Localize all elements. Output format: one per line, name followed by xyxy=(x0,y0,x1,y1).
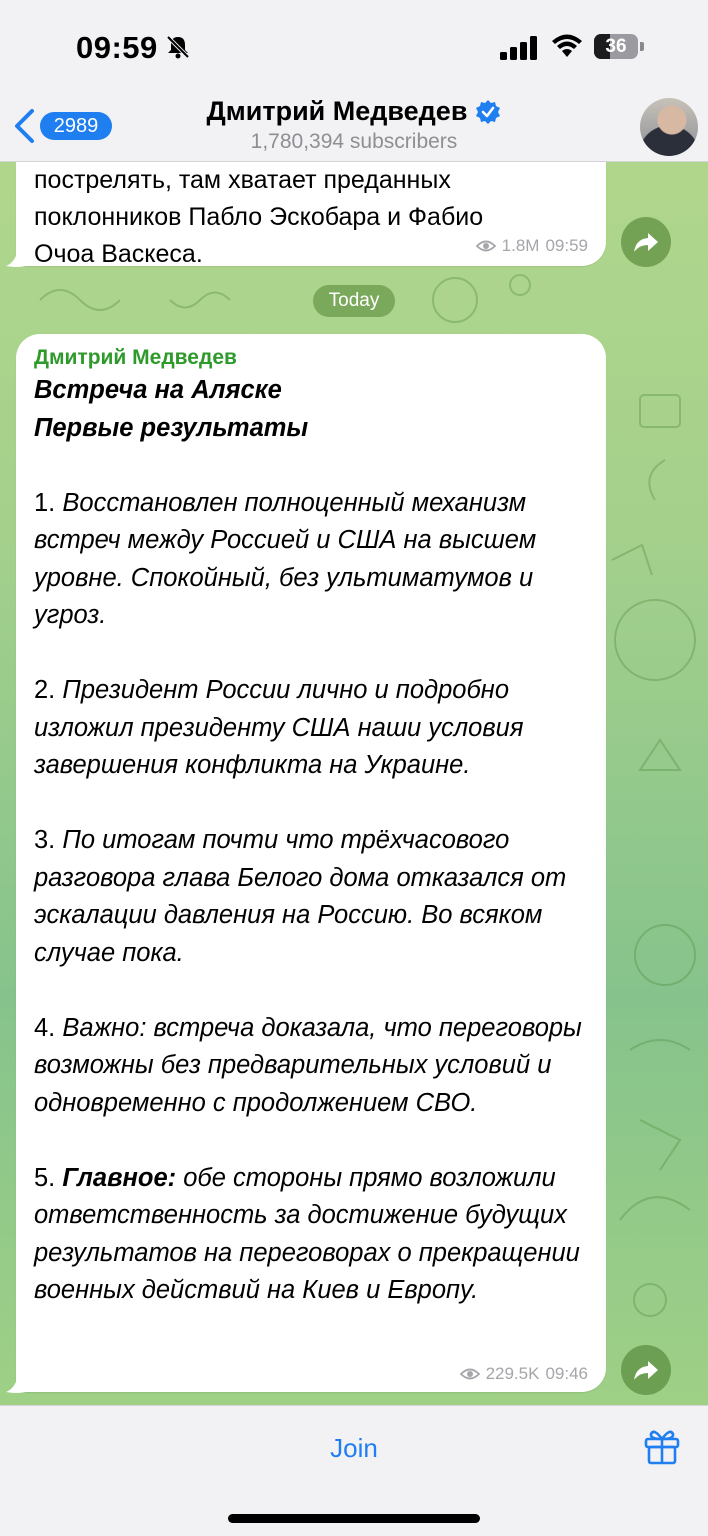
wifi-icon xyxy=(551,33,583,59)
share-icon xyxy=(633,1359,659,1381)
post-heading: Встреча на Аляске xyxy=(34,376,282,404)
eye-icon xyxy=(460,1367,480,1381)
post-paragraph xyxy=(34,672,600,785)
channel-name: Дмитрий Медведев xyxy=(206,96,468,126)
battery-icon xyxy=(594,34,644,59)
message-meta xyxy=(460,1364,588,1384)
paragraph-text: Важно: встреча доказала, что переговоры возможны без предварительных условий и одновременно с продолжением СВО. xyxy=(34,1013,582,1117)
bottom-bar xyxy=(0,1405,708,1536)
bubble-tail xyxy=(6,1374,26,1394)
paragraph-number: 2. xyxy=(34,676,56,704)
paragraph-number: 1. xyxy=(34,488,56,517)
post-subheading: Первые результаты xyxy=(34,413,309,442)
share-icon xyxy=(633,231,659,253)
paragraph-emphasis: Главное: xyxy=(62,1163,177,1192)
paragraph-number: 4. xyxy=(34,1013,56,1042)
post-paragraph xyxy=(34,1010,600,1123)
back-unread-badge[interactable]: 2989 xyxy=(40,112,112,140)
eye-icon xyxy=(476,239,496,253)
avatar[interactable] xyxy=(640,98,698,156)
bubble-tail xyxy=(6,248,26,268)
message-line: пострелять, там хватает преданных xyxy=(34,166,451,194)
view-count: 1.8M xyxy=(501,236,540,255)
channel-title[interactable] xyxy=(0,96,708,127)
paragraph-number: 5. xyxy=(34,1163,56,1192)
share-button[interactable] xyxy=(621,1345,671,1395)
message-line: поклонников Пабло Эскобара и Фабио xyxy=(34,203,484,231)
message-line: Очоа Васкеса. xyxy=(34,240,203,268)
bell-slash-icon xyxy=(165,34,191,60)
battery-level: 36 xyxy=(605,36,627,57)
date-separator: Today xyxy=(313,285,395,317)
clock: 09:59 xyxy=(76,30,158,65)
message-text xyxy=(34,162,594,273)
chat-header xyxy=(0,0,708,162)
message-time: 09:46 xyxy=(545,1364,588,1383)
share-button[interactable] xyxy=(621,217,671,267)
message-text xyxy=(34,372,600,1310)
post-paragraph xyxy=(34,485,600,635)
view-count: 229.5K xyxy=(485,1364,540,1383)
paragraph-text: Восстановлен полноценный механизм встреч между Россией и США на высшем уровне. Спокойный, без ультиматумов и угроз. xyxy=(34,488,537,629)
message-meta xyxy=(476,236,588,256)
gift-icon[interactable] xyxy=(642,1426,682,1466)
status-bar xyxy=(0,0,708,90)
paragraph-text: Президент России лично и подробно изложил президенту США наши условия завершения конфликта на Украине. xyxy=(34,676,524,779)
join-button[interactable]: Join xyxy=(300,1428,408,1468)
paragraph-text: По итогам почти что трёхчасового разговора глава Белого дома отказался от эскалации давления на Россию. Во всяком случае пока. xyxy=(34,826,567,967)
verified-icon xyxy=(475,99,501,125)
post-paragraph xyxy=(34,1160,600,1310)
signal-icon xyxy=(500,36,540,60)
subscriber-count: 1,780,394 subscribers xyxy=(250,130,458,153)
post-paragraph xyxy=(34,822,600,972)
paragraph-number: 3. xyxy=(34,826,56,854)
sender-name[interactable]: Дмитрий Медведев xyxy=(34,346,237,369)
message-bubble[interactable] xyxy=(16,334,606,1392)
message-time: 09:59 xyxy=(545,236,588,255)
paragraph-text: обе стороны прямо возложили ответственность за достижение будущих результатов на переговорах о прекращении военных действий на Киев и Европу. xyxy=(34,1163,580,1304)
home-indicator xyxy=(228,1514,480,1523)
battery-cap xyxy=(640,42,644,51)
